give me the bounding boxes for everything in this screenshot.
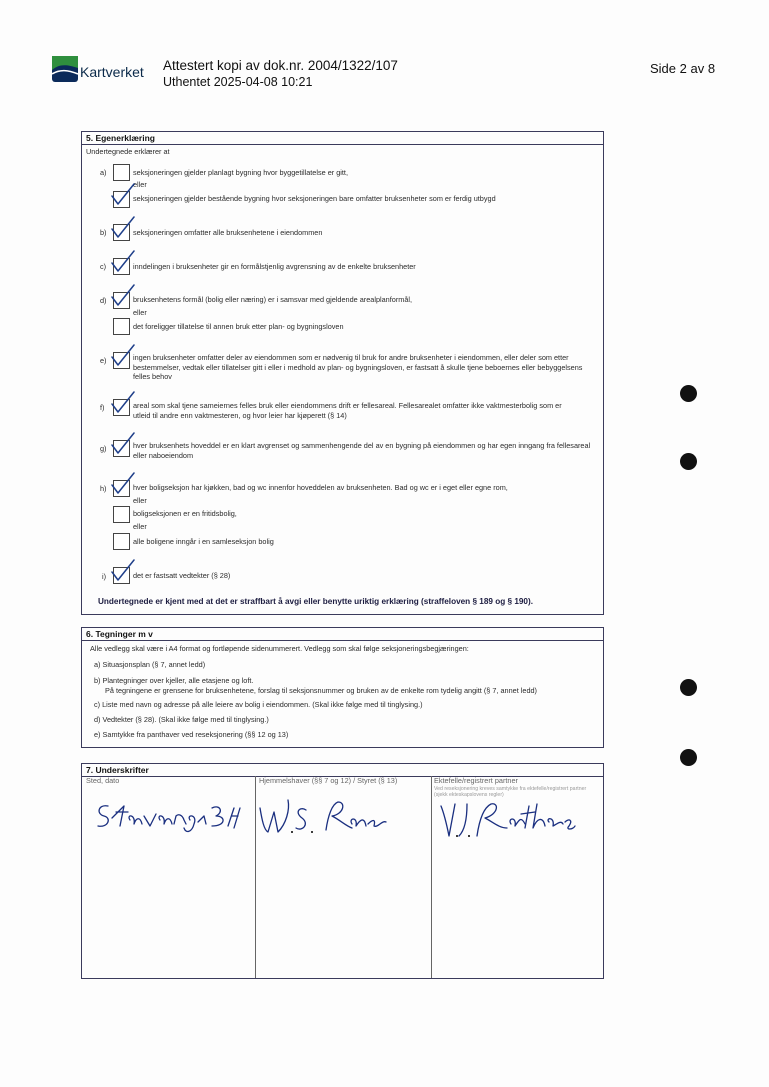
item-b-letter: b) xyxy=(100,228,107,237)
item-a-text: seksjoneringen gjelder planlagt bygning hvor byggetillatelse er gitt, xyxy=(133,168,348,177)
checkbox-a[interactable] xyxy=(113,164,130,181)
place-date-label: Sted, dato xyxy=(86,776,120,785)
item-f-text: areal som skal tjene sameiernes felles bruk eller eiendommens drift er fellesareal. Fellesarealet omfatter ikke vaktmesterbolig som er utleid til andre enn vaktmesteren, og hvor leier har kjøperett (§ 14) xyxy=(133,401,562,420)
item-b-text: seksjoneringen omfatter alle bruksenhetene i eiendommen xyxy=(133,228,323,237)
attachment-item: c) Liste med navn og adresse på alle leiere av bolig i eiendommen. (Skal ikke følge med til tinglysing.) xyxy=(94,700,423,709)
punch-hole xyxy=(680,679,697,696)
spouse-label: Ektefelle/registrert partner xyxy=(434,776,518,785)
document-title: Attestert kopi av dok.nr. 2004/1322/107 xyxy=(163,58,398,73)
item-d-text: bruksenhetens formål (bolig eller næring) er i samsvar med gjeldende arealplanformål, xyxy=(133,295,413,304)
item-h-letter: h) xyxy=(100,484,107,493)
item-e-text: ingen bruksenheter omfatter deler av eiendommen som er nødvenig til bruk for andre bruksenheter i eiendommen, eller deler som etter bestemmelser, vedtak eller tillatelser gitt i eller i medhold av plan- og bygningsloven, er fastsatt å skulle tjene beboernes eller bebyggelsens felles behov xyxy=(133,353,583,382)
item-a-alt-text: seksjoneringen gjelder bestående bygning hvor seksjoneringen bare omfatter bruksenheter som er ferdig utbygd xyxy=(133,194,496,203)
item-h-alt1-text: boligseksjonen er en fritidsbolig, xyxy=(133,509,237,518)
item-c-text: inndelingen i bruksenheter gir en formålstjenlig avgrensning av de enkelte bruksenheter xyxy=(133,262,416,271)
section-5-intro: Undertegnede erklærer at xyxy=(86,147,170,156)
spouse-note: Ved reseksjonering kreves samtykke fra ektefelle/registrert partner (sjekk ekteskapslovens regler) xyxy=(434,786,587,799)
section-7-title: 7. Underskrifter xyxy=(82,764,603,777)
section-6-intro: Alle vedlegg skal være i A4 format og fortløpende sidenummerert. Vedlegg som skal følge seksjoneringsbegjæringen: xyxy=(90,644,469,653)
handwritten-signature-spouse xyxy=(437,796,577,842)
checkbox-d-alt[interactable] xyxy=(113,318,130,335)
attachment-item: b) Plantegninger over kjeller, alle etasjene og loft. xyxy=(94,676,254,685)
page-number: Side 2 av 8 xyxy=(650,61,716,76)
column-divider xyxy=(431,776,432,978)
item-d-alt-text: det foreligger tillatelse til annen bruk etter plan- og bygningsloven xyxy=(133,322,344,331)
item-i-letter: i) xyxy=(102,572,107,581)
or-label-h1: eller xyxy=(133,496,147,505)
owner-label: Hjemmelshaver (§§ 7 og 12) / Styret (§ 13) xyxy=(259,776,398,785)
item-g-letter: g) xyxy=(100,444,107,453)
item-a-letter: a) xyxy=(100,168,107,177)
logo-text: Kartverket xyxy=(80,64,144,80)
attachment-item: a) Situasjonsplan (§ 7, annet ledd) xyxy=(94,660,206,669)
or-label-a: eller xyxy=(133,180,147,189)
warning-note: Undertegnede er kjent med at det er straffbart å avgi eller benytte uriktig erklæring (straffeloven § 189 og § 190). xyxy=(98,597,533,606)
or-label-d: eller xyxy=(133,308,147,317)
attachment-item: e) Samtykke fra panthaver ved reseksjonering (§§ 12 og 13) xyxy=(94,730,289,739)
attachment-item: d) Vedtekter (§ 28). (Skal ikke følge med til tinglysing.) xyxy=(94,715,269,724)
punch-hole xyxy=(680,749,697,766)
item-i-text: det er fastsatt vedtekter (§ 28) xyxy=(133,571,231,580)
section-6-title: 6. Tegninger m v xyxy=(82,628,603,641)
item-g-text: hver bruksenhets hoveddel er en klart avgrenset og sammenhengende del av en bygning på eiendommen og har egen inngang fra fellesareal eller naboeiendom xyxy=(133,441,591,460)
item-h-alt2-text: alle boligene inngår i en samleseksjon bolig xyxy=(133,537,274,546)
item-d-letter: d) xyxy=(100,296,107,305)
checkbox-h-alt2[interactable] xyxy=(113,533,130,550)
handwritten-place-date xyxy=(94,796,244,836)
section-5-title: 5. Egenerklæring xyxy=(82,132,603,145)
kartverket-logo-icon xyxy=(52,56,78,82)
retrieved-date: Uthentet 2025-04-08 10:21 xyxy=(163,75,313,89)
handwritten-signature-owner xyxy=(256,794,396,838)
punch-hole xyxy=(680,385,697,402)
checkbox-h-alt1[interactable] xyxy=(113,506,130,523)
item-h-text: hver boligseksjon har kjøkken, bad og wc innenfor hoveddelen av bruksenheten. Bad og wc er i eget eller egne rom, xyxy=(133,483,508,492)
item-e-letter: e) xyxy=(100,356,107,365)
item-c-letter: c) xyxy=(100,262,107,271)
item-f-letter: f) xyxy=(100,403,105,412)
punch-hole xyxy=(680,453,697,470)
attachment-item-note: På tegningene er grensene for bruksenhetene, forslag til seksjonsnummer og bruken av de enkelte rom tydelig angitt (§ 7, annet ledd) xyxy=(105,686,537,695)
or-label-h2: eller xyxy=(133,522,147,531)
